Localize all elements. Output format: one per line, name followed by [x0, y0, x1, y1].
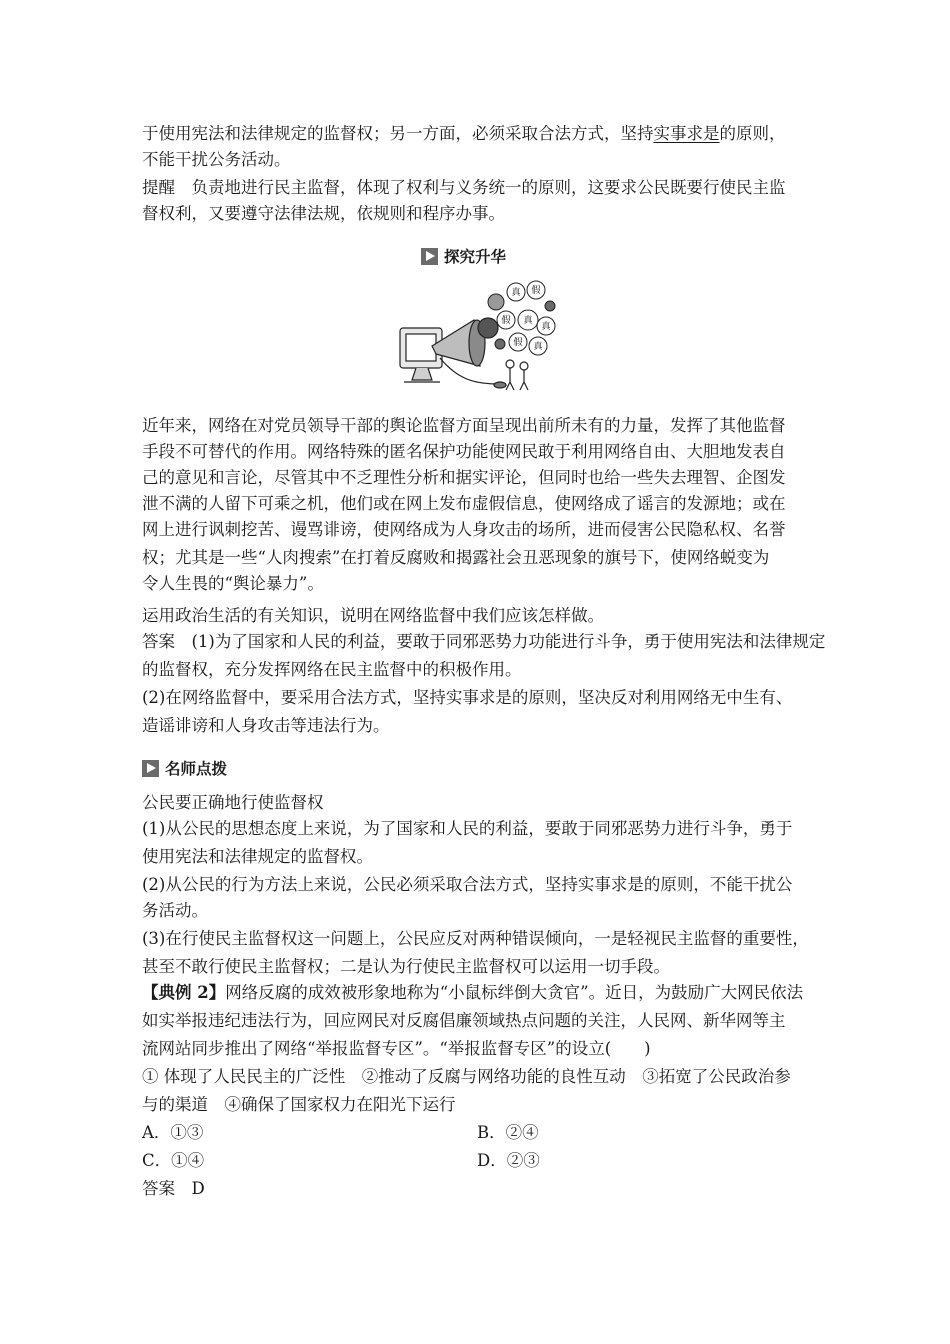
paragraph-line: 于使用宪法和法律规定的监督权；另一方面，必须采取合法方式，坚持实事求是的原则， [142, 124, 786, 143]
option-b: B．②④ [477, 1123, 539, 1142]
bubble-label: 假 [513, 338, 523, 348]
tips-line: (1)从公民的思想态度上来说，为了国家和人民的利益，要敢于同邪恶势力进行斗争，勇于 [142, 819, 793, 838]
reminder-line: 督权利，又要遵守法律法规，依规则和程序办事。 [142, 204, 505, 223]
answer-line: (2)在网络监督中，要采用合法方式，坚持实事求是的原则，坚决反对利用网络无中生有、 [142, 688, 793, 707]
tips-line: (3)在行使民主监督权这一问题上，公民应反对两种错误倾向，一是轻视民主监督的重要性， [142, 929, 809, 948]
material-line: 网上进行讽刺挖苦、谩骂诽谤，使网络成为人身攻击的场所，进而侵害公民隐私权、名誉 [142, 520, 786, 539]
example-line: 流网站同步推出了网络“举报监督专区”。“举报监督专区”的设立( ) [142, 1039, 651, 1058]
material-line: 近年来，网络在对党员领导干部的舆论监督方面呈现出前所未有的力量，发挥了其他监督 [142, 416, 786, 435]
material-line: 权；尤其是一些“人肉搜索”在打着反腐败和揭露社会丑恶现象的旗号下，使网络蜕变为 [142, 548, 770, 567]
example-line: 如实举报违纪违法行为，回应网民对反腐倡廉领域热点问题的关注，人民网、新华网等主 [142, 1011, 786, 1030]
bubble-label: 真 [541, 322, 551, 332]
bubble-label: 假 [501, 316, 511, 326]
tips-line: 甚至不敢行使民主监督权；二是认为行使民主监督权可以运用一切手段。 [142, 957, 670, 976]
material-line: 手段不可替代的作用。网络特殊的匿名保护功能使网民敢于利用网络自由、大胆地发表自 [142, 442, 786, 461]
underlined-term: 实事求是 [653, 124, 720, 143]
bubble-label: 真 [523, 316, 533, 326]
example-line: ① 体现了人民民主的广泛性 ②推动了反腐与网络功能的良性互动 ③拓宽了公民政治参 [142, 1067, 791, 1086]
bubble-label: 真 [533, 342, 543, 352]
answer-line: 造谣诽谤和人身攻击等违法行为。 [142, 716, 390, 735]
example-label: 【典例 2】 [142, 983, 226, 1002]
option-a: A．①③ [142, 1123, 204, 1142]
reminder-line: 提醒 负责地进行民主监督，体现了权利与义务统一的原则，这要求公民既要行使民主监 [142, 178, 786, 197]
bubble-label: 假 [531, 286, 541, 296]
answer-line: 的监督权，充分发挥网络在民主监督中的积极作用。 [142, 660, 522, 679]
example-line: 【典例 2】网络反腐的成效被形象地称为“小鼠标绊倒大贪官”。近日，为鼓励广大网民依法 [142, 983, 804, 1002]
material-line: 令人生畏的“舆论暴力”。 [142, 574, 324, 593]
bubble-label: 真 [511, 288, 521, 298]
section-heading-explore: 探究升华 [421, 245, 506, 267]
example-line: 与的渠道 ④确保了国家权力在阳光下运行 [142, 1095, 456, 1114]
question-line: 运用政治生活的有关知识，说明在网络监督中我们应该怎样做。 [142, 606, 604, 625]
answer-line: 答案 (1)为了国家和人民的利益，要敢于同邪恶势力功能进行斗争，勇于使用宪法和法律规定 [142, 632, 826, 651]
tips-line: 使用宪法和法律规定的监督权。 [142, 847, 373, 866]
tips-line: 公民要正确地行使监督权 [142, 793, 324, 812]
option-d: D．②③ [477, 1151, 540, 1170]
tips-line: (2)从公民的行为方法上来说，公民必须采取合法方式，坚持实事求是的原则，不能干扰公 [142, 875, 793, 894]
example-answer: 答案 D [142, 1179, 205, 1198]
section-heading-tips: 名师点拨 [142, 757, 227, 779]
paragraph-line: 不能干扰公务活动。 [142, 150, 291, 169]
play-triangle-icon [421, 248, 438, 265]
material-line: 泄不满的人留下可乘之机，他们或在网上发布虚假信息，使网络成了谣言的发源地；或在 [142, 494, 786, 513]
material-line: 己的意见和言论，尽管其中不乏理性分析和据实评论，但同时也给一些失去理智、企图发 [142, 468, 786, 487]
play-triangle-icon [142, 760, 159, 777]
megaphone-computer-illustration [388, 280, 558, 398]
option-c: C．①④ [142, 1151, 205, 1170]
tips-line: 务活动。 [142, 901, 208, 920]
